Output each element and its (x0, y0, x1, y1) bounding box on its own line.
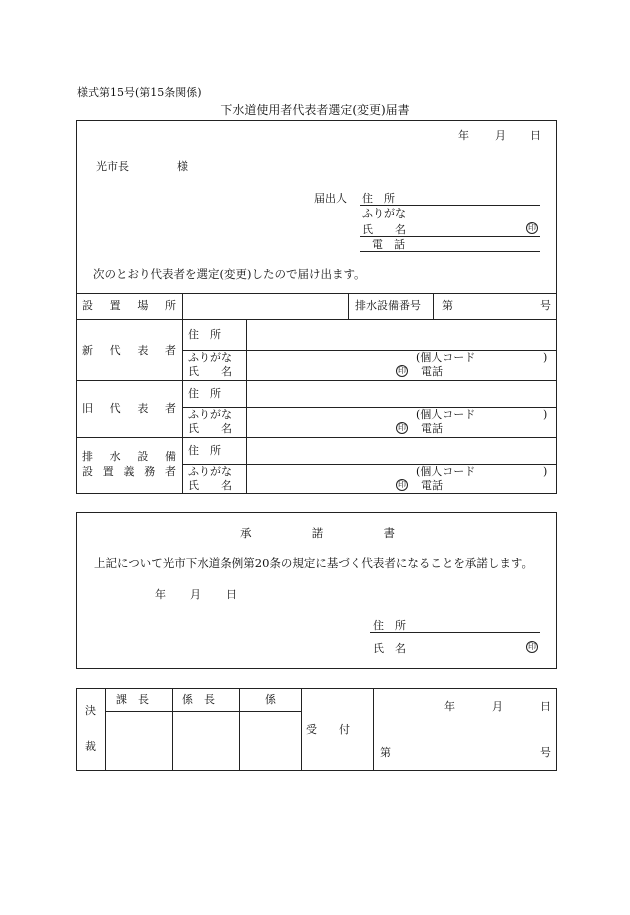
installer-address-field[interactable] (248, 439, 554, 463)
seal-icon: 印 (398, 366, 406, 375)
consent-address-label: 住 所 (373, 619, 406, 632)
approval-date-day: 日 (540, 700, 551, 713)
new-address-label: 住 所 (188, 328, 221, 341)
old-address-label: 住 所 (188, 387, 221, 400)
installer-address-label: 住 所 (188, 444, 221, 457)
new-address-field[interactable] (248, 321, 554, 349)
new-phone-label: 電話 (421, 365, 443, 378)
drainage-number-label: 排水設備番号 (355, 299, 421, 312)
seal-icon: 印 (398, 423, 406, 432)
addressee: 光市長 (96, 160, 129, 173)
location-field[interactable] (184, 295, 346, 318)
approval-number-prefix: 第 (380, 746, 391, 759)
consent-address-line[interactable] (370, 632, 540, 633)
old-personal-code: (個人コード (416, 408, 476, 421)
new-representative-label: 新 代 表 者 (82, 344, 176, 357)
notifier-name-line[interactable] (360, 236, 540, 237)
section-chief-label: 課 長 (116, 693, 149, 706)
notifier-phone-line[interactable] (360, 251, 540, 252)
old-representative-label: 旧 代 表 者 (82, 402, 176, 415)
form-title: 下水道使用者代表者選定(変更)届書 (220, 103, 410, 117)
kessai-label-2: 裁 (85, 740, 96, 753)
seal-icon: 印 (528, 223, 536, 232)
installer-name-label: 氏 名 (188, 479, 232, 492)
old-name-label: 氏 名 (188, 422, 232, 435)
new-name-label: 氏 名 (188, 365, 232, 378)
installer-personal-code: (個人コード (416, 465, 476, 478)
seal-icon: 印 (398, 480, 406, 489)
notification-statement: 次のとおり代表者を選定(変更)したので届け出ます。 (93, 267, 366, 281)
consent-date-day: 日 (226, 588, 237, 601)
old-personal-code-close: ) (543, 408, 548, 421)
approval-date-year: 年 (444, 700, 455, 713)
section-chief-stamp-field[interactable] (107, 713, 171, 769)
old-address-field[interactable] (248, 382, 554, 406)
notifier-phone-label: 電 話 (372, 238, 405, 251)
new-personal-code: (個人コード (416, 351, 476, 364)
installer-label-line2: 設 置 義 務 者 (82, 465, 176, 478)
new-furigana-label: ふりがな (188, 351, 232, 364)
notifier-address-label: 住 所 (362, 192, 395, 205)
drainage-number-prefix: 第 (442, 299, 453, 312)
notifier-name-label: 氏 名 (362, 223, 406, 236)
location-label: 設 置 場 所 (82, 299, 176, 312)
consent-date-year: 年 (155, 588, 166, 601)
consent-body: 上記について光市下水道条例第20条の規定に基づく代表者になることを承諾します。 (94, 556, 533, 570)
approval-number-suffix: 号 (540, 746, 551, 759)
date-year: 年 (458, 129, 469, 142)
form-number: 様式第15号(第15条関係) (77, 86, 202, 99)
installer-label-line1: 排 水 設 備 (82, 450, 176, 463)
seal-icon: 印 (528, 642, 536, 651)
installer-personal-code-close: ) (543, 465, 548, 478)
consent-date-month: 月 (190, 588, 201, 601)
notifier-address-line[interactable] (360, 205, 540, 206)
new-personal-code-close: ) (543, 351, 548, 364)
old-furigana-label: ふりがな (188, 408, 232, 421)
staff-label: 係 (265, 693, 276, 706)
kessai-label-1: 決 (85, 704, 96, 717)
installer-furigana-label: ふりがな (188, 465, 232, 478)
consent-name-label: 氏 名 (373, 642, 406, 655)
notifier-label: 届出人 (314, 192, 347, 205)
approval-date-month: 月 (492, 700, 503, 713)
received-label: 受 付 (306, 723, 350, 736)
consent-title: 承 諾 書 (240, 526, 395, 540)
date-day: 日 (530, 129, 541, 142)
subsection-chief-stamp-field[interactable] (174, 713, 238, 769)
subsection-chief-label: 係 長 (182, 693, 215, 706)
old-phone-label: 電話 (421, 422, 443, 435)
notifier-furigana-label: ふりがな (362, 207, 406, 220)
staff-stamp-field[interactable] (241, 713, 300, 769)
honorific: 様 (177, 160, 188, 173)
installer-phone-label: 電話 (421, 479, 443, 492)
date-month: 月 (495, 129, 506, 142)
drainage-number-suffix: 号 (540, 299, 551, 312)
